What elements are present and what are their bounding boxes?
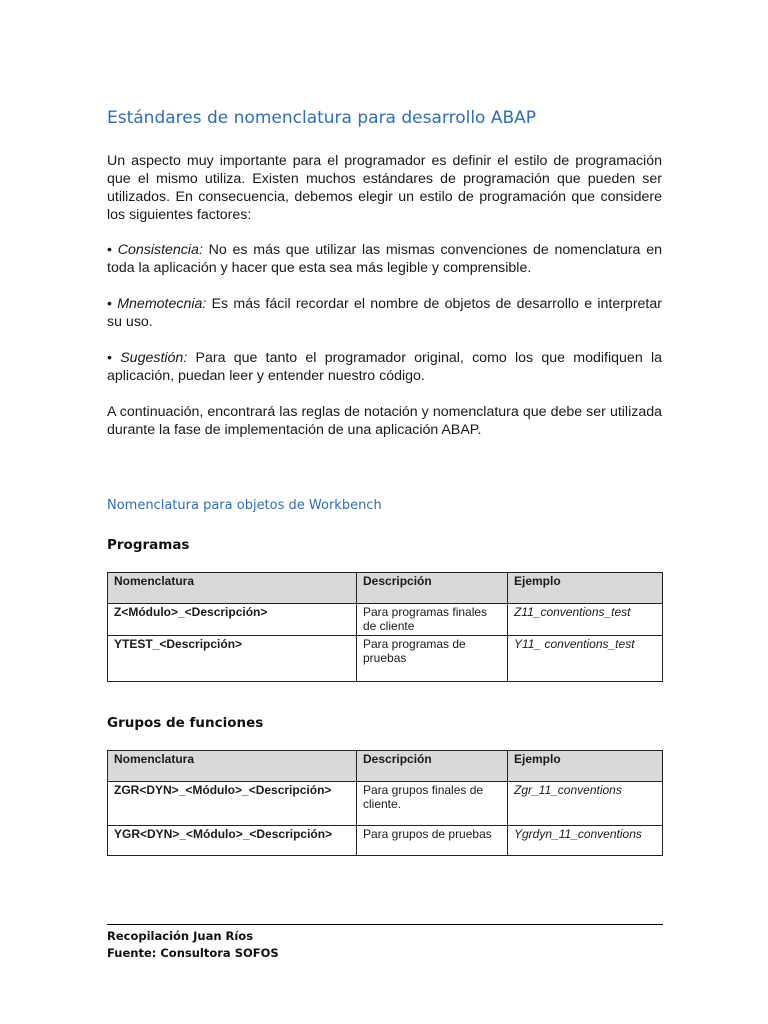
factor-text: No es más que utilizar las mismas convenciones de nomenclatura en toda la aplicación y hacer que esta sea más legible y comprensible.	[107, 242, 662, 276]
section-heading-programas: Programas	[107, 537, 190, 553]
column-header: Ejemplo	[508, 751, 663, 782]
table-cell: Para programas finales de cliente	[357, 604, 508, 636]
footer-divider	[107, 924, 663, 925]
table-row	[108, 782, 663, 826]
table-cell: Ygrdyn_11_conventions	[508, 826, 663, 856]
factor-text: Para que tanto el programador original, como los que modifiquen la aplicación, puedan leer y entender nuestro código.	[107, 350, 662, 384]
closing-paragraph: A continuación, encontrará las reglas de notación y nomenclatura que debe ser utilizada durante la fase de implementación de una aplicación ABAP.	[107, 404, 662, 438]
bullet: •	[107, 350, 112, 366]
factor-term: Mnemotecnia:	[117, 296, 207, 312]
table-cell: Z<Módulo>_<Descripción>	[108, 604, 357, 636]
table-cell: Y11_ conventions_test	[508, 636, 663, 682]
page-footer	[107, 928, 279, 962]
table-row	[108, 826, 663, 856]
factor-term: Sugestión:	[120, 350, 188, 366]
table-cell: Para programas de pruebas	[357, 636, 508, 682]
section-heading-grupos-de-funciones: Grupos de funciones	[107, 715, 264, 731]
document-title: Estándares de nomenclatura para desarrollo ABAP	[107, 108, 537, 128]
factor-term: Consistencia:	[117, 242, 203, 258]
table-cell: Para grupos de pruebas	[357, 826, 508, 856]
column-header: Nomenclatura	[108, 751, 357, 782]
column-header: Nomenclatura	[108, 573, 357, 604]
table-cell: Para grupos finales de cliente.	[357, 782, 508, 826]
table-cell: ZGR<DYN>_<Módulo>_<Descripción>	[108, 782, 357, 826]
factor-text: Es más fácil recordar el nombre de objetos de desarrollo e interpretar su uso.	[107, 296, 662, 330]
table-header-row	[108, 751, 663, 782]
factor-consistencia	[107, 241, 662, 277]
table-cell: Z11_conventions_test	[508, 604, 663, 636]
table-row	[108, 636, 663, 682]
column-header: Ejemplo	[508, 573, 663, 604]
table-cell: Zgr_11_conventions	[508, 782, 663, 826]
factor-mnemotecnia	[107, 295, 662, 331]
bullet: •	[107, 242, 112, 258]
table-cell: YTEST_<Descripción>	[108, 636, 357, 682]
footer-author: Recopilación Juan Ríos	[107, 929, 254, 943]
intro-paragraph: Un aspecto muy importante para el programador es definir el estilo de programación que el mismo utiliza. Existen muchos estándares de programación que pueden ser utilizados. En consecuencia, debemos elegir un estilo de programación que considere los siguientes factores:	[107, 153, 662, 223]
footer-source: Fuente: Consultora SOFOS	[107, 946, 279, 960]
programas-table	[107, 572, 663, 682]
table-header-row	[108, 573, 663, 604]
bullet: •	[107, 296, 112, 312]
factor-sugestion	[107, 349, 662, 385]
grupos-funciones-table	[107, 750, 663, 856]
column-header: Descripción	[357, 573, 508, 604]
table-cell: YGR<DYN>_<Módulo>_<Descripción>	[108, 826, 357, 856]
table-row	[108, 604, 663, 636]
column-header: Descripción	[357, 751, 508, 782]
section-subtitle: Nomenclatura para objetos de Workbench	[107, 498, 382, 513]
